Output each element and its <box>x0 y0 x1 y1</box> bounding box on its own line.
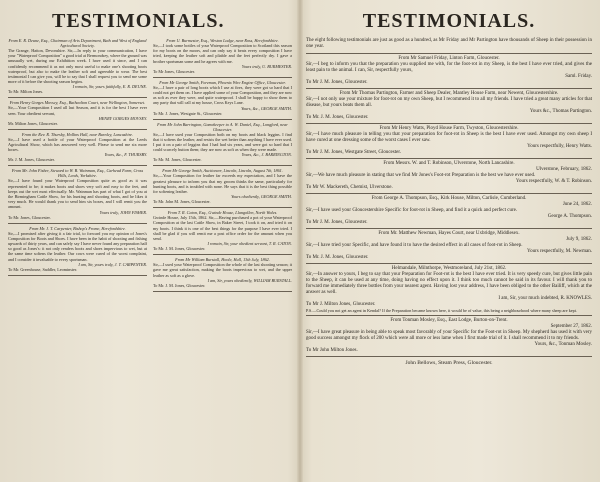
testimonial-body: Sir,—I have tried your Specific, and have found it to have the desired effect in all cases of foot-rot in Sheep. <box>306 243 523 249</box>
testimonial-recipient: To Mr. J. M. Jones, Gloucester. <box>306 255 369 261</box>
left-columns <box>8 38 292 294</box>
testimonial-heading: From George A. Thompson, Esq., Kirk House, Milton, Carlisle, Cumberland. <box>371 196 527 202</box>
testimonial-recipient: To Mr. Greenhouse, Saddler, Leominster. <box>8 266 78 272</box>
testimonial-entry <box>153 38 292 74</box>
testimonial-entry <box>153 168 292 204</box>
divider-rule <box>8 275 147 276</box>
testimonial-entry <box>306 161 592 191</box>
testimonial-signature: Yours, &c., F. THURSBY. <box>104 152 147 158</box>
testimonial-body: Sir,—I used your Waterproof Composition the whole of the last shooting season; it gave me great satisfaction, making the boots impervious to wet, and the upper leather as soft as a glove. <box>153 262 292 278</box>
testimonial-heading: From Mr. Matthew Newman, Hayes Court, near Uxbridge, Middlesex. <box>378 231 520 237</box>
testimonial-recipient: To Mr J. M. Jones, Gloucester. <box>306 80 368 86</box>
divider-rule <box>306 263 592 264</box>
right-page <box>306 8 592 474</box>
divider-rule <box>153 77 292 78</box>
testimonial-recipient: To Mr. John M. Jones, Gloucester. <box>153 199 211 205</box>
testimonial-heading: From Mr. J. T. Carpenter, Bishop's Frome, Herefordshire. <box>29 225 126 231</box>
testimonial-entry <box>8 132 147 163</box>
testimonial-signature: George A. Thompson. <box>547 214 592 220</box>
testimonial-signature: I am, Sir, yours obediently, WILLIAM BURSTALL. <box>207 277 292 283</box>
testimonial-entry <box>306 91 592 121</box>
left-column-1 <box>8 38 147 294</box>
testimonial-recipient: To Mr W. Mackereth, Chemist, Ulverstone. <box>306 185 393 191</box>
testimonial-body: Sir,—I have much pleasure in telling you that your preparation for foot-rot in Sheep is the best I have ever used. Amongst my own sheep I have cured at one dressing some of the worst cases I ever saw. <box>306 132 592 144</box>
testimonial-signature: Yours obediently, GEORGE SMITH. <box>231 194 292 200</box>
testimonial-heading: From Mr William Burstall, Hoole, Hull, 13th July, 1862. <box>175 257 270 263</box>
testimonial-body: Sir,—In answer to yours, I beg to say that your Preparation for Foot-rot is the best I have ever tried. It is very speedy cure, but gives little pain to the Sheep, it can be used at any time, doing having no effect upon it. I think too much cannot be said in its favour. I will thank you to forward me immediately three bottles from your nearest agent. Having lost your address, I have been obliged to the other Bailiff, which at the answer as well. <box>306 272 592 296</box>
testimonial-recipient: To Mr. J. M. Jones, Gloucester. <box>153 282 206 288</box>
testimonial-recipient: To Mr John Milton Jones. <box>306 348 358 354</box>
testimonial-heading: From Mr Samuel Friday, Linton Farm, Gloucester. <box>398 56 500 62</box>
testimonial-signature: Yours respectfully, M. Newman. <box>527 249 592 255</box>
divider-rule <box>8 97 147 98</box>
testimonial-body: Sir,—I have used your Gloucestershire Specific for foot-rot in Sheep, and find it a quick and perfect cure. <box>306 208 518 214</box>
testimonial-date: July 9, 1862. <box>566 237 592 243</box>
testimonial-date: June 24, 1862. <box>562 202 592 208</box>
testimonial-entry <box>8 226 147 272</box>
testimonial-heading: From Mr. John Fisher, Steward to W. B. Wainman, Esq., Carhead Farm, Cross Hills, Leeds, Yorkshire. <box>11 168 144 179</box>
divider-rule <box>153 254 292 255</box>
left-column-2 <box>153 38 292 294</box>
divider-rule <box>306 315 592 316</box>
testimonial-heading: From Messrs. W. and T. Robinson, Ulverstone, North Lancashire. <box>383 161 515 167</box>
left-page-title: TESTIMONIALS. <box>52 10 225 32</box>
divider-rule <box>306 88 592 89</box>
divider-rule <box>153 291 292 292</box>
testimonial-recipient: To Mr. J. M. Jones, Gloucester. <box>153 246 206 252</box>
testimonial-signature: Yours, &c., GEORGE SMITH. <box>241 105 292 111</box>
right-intro: The eight following testimonials are just as good as a hundred, as Mr Friday and Mr Partington have thousands of Sheep in their possession in one year. <box>306 38 592 50</box>
testimonial-signature: I am, Sir, your much indebted, R. KNOWLES. <box>498 296 592 302</box>
testimonial-recipient: Mr. Milton Jones, Gloucester. <box>8 120 58 126</box>
testimonial-body: Gwinde House, July 15th, 1862. Sir,—Having purchased a pot of your Waterproof Composition at the last Cattle Show, in Baker Street, I took it on, and tried it on my boots. I think it is one of the best things for the purpose I have ever tried. I shall be glad if you will remit me a post office order for the amount when you send. <box>153 215 292 242</box>
testimonial-body: Sir,—I have a pair of long boots which I use at fires, they were got so hard that I could not get them on. I have applied some of your Composition, and they are now as soft as ever they were, and quite waterproof. I shall be happy to show them to any party that will call at my house, Cross Keys Lane. <box>153 84 292 106</box>
testimonial-recipient: To Mr. Milton Jones. <box>8 89 44 95</box>
divider-rule <box>153 207 292 208</box>
divider-rule <box>8 129 147 130</box>
page-fold <box>297 0 303 482</box>
testimonial-recipient: To Mr J. Milton Jones, Gloucester. <box>306 302 376 308</box>
testimonial-heading: Helmandale, Milnthorpe, Westmoreland, July 21st, 1862. <box>391 266 507 272</box>
testimonial-signature: Yours respectfully, W. & T. Robinson. <box>515 179 592 185</box>
testimonial-body: Sir,—I have great pleasure in being able to speak most favorably of your Specific for the Foot-rot in Sheep. My shepherd has used it with very good success amongst my flock of 200 which were all more or less lame when I first made trial of it. I shall recommend it to my friends. <box>306 330 592 342</box>
testimonial-entry <box>8 38 147 94</box>
testimonial-heading: From Tonman Mosley, Esq., East Lodge, Burton-on-Trent. <box>390 318 508 324</box>
divider-rule <box>306 53 592 54</box>
testimonial-heading: From Mr John Barrington, Gamekeeper to A. W. Daniel, Esq., Longford, near Gloucester. <box>157 121 288 132</box>
divider-rule <box>306 228 592 229</box>
testimonial-body: Sir,—Your Composition for leather far exceeds my expectation, and I have the greatest pleasure to inform you that my groom thinks the same, particularly for hunting boots, and is troubled with none. He says that it is the best thing possible for softening leather. <box>153 173 292 195</box>
divider-rule <box>306 123 592 124</box>
testimonial-heading: From T. R. Caton, Esq., Gwinde House, Llangollen, North Wales. <box>167 210 278 216</box>
testimonial-heading: From U. Burmester, Esq., Weston Lodge, near Ross, Herefordshire. <box>166 38 279 43</box>
testimonial-entry <box>8 100 147 125</box>
testimonial-entry <box>153 122 292 163</box>
testimonial-heading: From Henry Gorges Movsey, Esq., Bathealton Court, near Wellington, Somerset. <box>9 100 146 106</box>
divider-rule <box>8 165 147 166</box>
testimonial-entry <box>306 318 592 354</box>
testimonial-body: Sir,—We have much pleasure in stating that we find Mr Jones's Foot-rot Preparation is the best we have ever used. <box>306 173 536 179</box>
testimonial-signature: HENRY GORGES MOVSEY. <box>98 115 147 121</box>
testimonial-entry <box>306 56 592 86</box>
testimonial-date: September 27, 1862. <box>550 324 592 330</box>
testimonial-signature: Saml. Friday. <box>565 74 592 80</box>
testimonial-recipient: To Mr Jones, Gloucester. <box>153 68 195 74</box>
testimonial-recipient: To Mr. Jones, Gloucester. <box>8 214 51 220</box>
testimonial-signature: Yours, &c., J. BARRINGTON. <box>241 152 292 158</box>
testimonial-body: Sir,—I not only use your mixture for foot-rot on my own Sheep, but I recommend it to all my friends. I have tried a great many articles for that disease, but yours beats them all. <box>306 97 592 109</box>
testimonial-entry <box>306 126 592 156</box>
testimonial-heading: From E. R. Deune, Esq., Chairman of Arts Department, Bath and West of England Agricultural Society. <box>8 38 147 48</box>
divider-rule <box>153 119 292 120</box>
divider-rule <box>153 165 292 166</box>
left-page <box>8 8 292 474</box>
testimonial-heading: From Mr George Smith, Auctioneer, Lincoln, Lincoln, August 7th, 1861. <box>162 168 283 174</box>
testimonial-signature: Yours respectfully, Henry Watts. <box>527 144 592 150</box>
testimonial-signature: Yours truly, JOHN FISHER. <box>99 209 147 215</box>
testimonial-heading: From Mr Henry Watts, Ployd House Farm, Twyston, Gloucestershire. <box>379 126 519 132</box>
testimonial-heading: From Mr George Smith, Foreman, Phoenix Wire Engine Office, Gloucester. <box>159 79 286 85</box>
testimonial-signature: I am, Sir, yours truly, J. T. CARPENTER. <box>78 261 147 267</box>
testimonial-body: Sir,—I have found your Waterproof Composition quite as good as it was represented to be; it makes boots and shoes very soft and easy to the feet, and keeps out the wet most effectually. Mr. Wainman has part of what I got of you at the Birmingham Cattle Show, for his hunting and shooting boots, and he likes it very much. He would thank you to send him six boxes, and I will remit you the amount. <box>8 178 147 210</box>
testimonial-recipient: To Mr. M. Jones, Gloucester. <box>153 157 202 163</box>
testimonial-entry <box>153 257 292 288</box>
testimonial-body: Sir,—I beg to inform you that the preparation you supplied me with, for the foot-rot in my Sheep, is the best I have ever tried, and gives the least pain to the animal. I can, Sir, respectfully yours, <box>306 62 592 74</box>
testimonial-heading: From the Rev. R. Thursby, Hollins Hall, near Burnley, Lancashire. <box>21 131 134 137</box>
testimonial-body: The Grange, Hatton, Devonshire. Sir,—In reply to your communication, I have your "Waterproof Composition" a good trial at Bermondsey, where the ground was unusually wet, during our Exhibition week. I have used it since, and I can confidently recommend it as not only most useful to make one's shooting boots waterproof, but also to make the leather soft and agreeable to wear. The best testimonial I can give you, will be to say that I shall request you to send me some more of it before the shooting season begins. <box>8 48 147 85</box>
testimonial-heading: From Mr Thomas Partington, Farmer and Sheep Dealer, Mantley House Farm, near Newent, Gloucestershire. <box>339 91 559 97</box>
divider-rule <box>306 158 592 159</box>
testimonial-entry <box>8 168 147 219</box>
testimonial-body: Sir,—I have used a bottle of your Waterproof Composition at the Leeds Agricultural Show, which has answered very well. Please to send me six more boxes. <box>8 136 147 153</box>
testimonial-signature: I remain, Sir, your obedient servant, T. R. CATON. <box>207 241 292 247</box>
testimonial-entry <box>306 196 592 226</box>
testimonial-entry <box>306 231 592 261</box>
testimonial-recipient: To Mr J. M. Jones, Westgate Street, Gloucester. <box>306 150 401 156</box>
divider-rule <box>306 193 592 194</box>
divider-rule <box>8 223 147 224</box>
right-page-title: TESTIMONIALS. <box>362 10 536 32</box>
testimonial-recipient: To Mr J. M. Jones, Gloucester. <box>306 220 368 226</box>
testimonial-signature: Yours, &c., Tonman Mosley. <box>534 342 592 348</box>
testimonial-signature: Yours truly, U. BURMESTER. <box>241 63 292 69</box>
testimonial-body: Sir,—I took some bottles of your Waterproof Composition to Scotland this season for my boots on the moors, and can only say it beats every composition I have tried, keeping the leather soft and pliable and the feet perfectly dry. I gave a brother sportsman some and he agrees with me. <box>153 43 292 64</box>
printer-footer: John Bellows, Steam Press, Gloucester. <box>405 360 493 367</box>
testimonial-postscript: P.S.—Could you not get an agent in Kendal? If the Preparation became known here, it would be of value, this being a neighbourhood where many sheep are kept. <box>306 308 577 314</box>
testimonial-body: Sir,—I promised after giving it a fair trial, to forward you my opinion of Jones's Composition for Boots and Shoes. I have been in the habit of shooting and fishing upwards of thirty years, and can safely say I have never found any preparation half so good as Jones's: it not only renders boots and shoes impervious to wet, but at the same time softens the leather. Our cows were cured of the worst complaint, and I consider it invaluable to every sportsman. <box>8 230 147 262</box>
testimonial-recipient: To Mr. J. Jones, Westgate St., Gloucester. <box>153 110 223 116</box>
testimonial-entry <box>153 210 292 251</box>
testimonial-recipient: To Mr. J. M. Jones, Gloucester. <box>306 115 369 121</box>
divider-rule <box>306 356 592 357</box>
testimonial-date: Ulverstone, February, 1862. <box>536 167 592 173</box>
testimonial-entry <box>153 80 292 116</box>
testimonial-body: Sir,—Your Composition I used all last Season, and it is for the best I have ever seen. Your obedient servant, <box>8 105 147 116</box>
right-entries <box>306 53 592 357</box>
testimonial-body: Sir,—I have used your Composition both on my boots and black leggins. I find that it softens the leather, and resists the wet better than anything I have ever used. I put it on a pair of leggins that I had had six years, and were got so hard that I could scarcely button them; they are now as soft as when they were made. <box>153 131 292 153</box>
testimonial-entry <box>306 266 592 313</box>
testimonial-signature: I remain, Sir, yours faithfully, E. R. DEUNE. <box>72 84 147 90</box>
testimonial-recipient: Mr. J. M. Jones, Gloucester. <box>8 157 55 163</box>
testimonial-signature: Yours &c., Thomas Partington. <box>529 109 592 115</box>
